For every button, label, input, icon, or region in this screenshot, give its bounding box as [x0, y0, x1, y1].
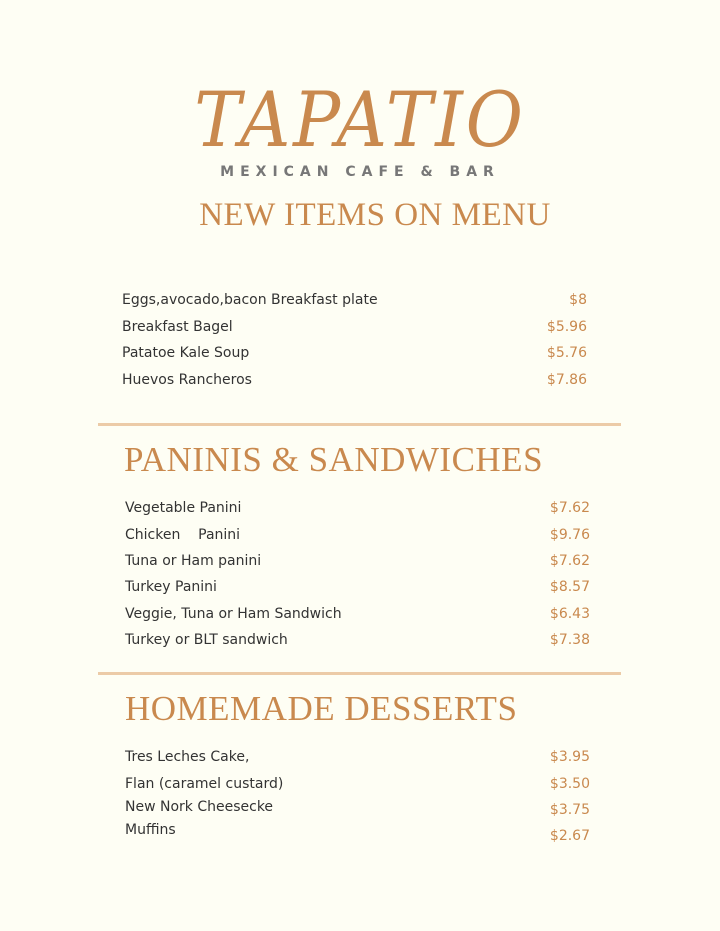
- menu-item-name: Muffins: [125, 822, 176, 838]
- menu-item-name: Eggs,avocado,bacon Breakfast plate: [122, 292, 378, 308]
- menu-item-name: Huevos Rancheros: [122, 372, 252, 388]
- menu-item-price: $8.57: [549, 579, 590, 595]
- section-title-new-items: NEW ITEMS ON MENU: [199, 197, 551, 233]
- menu-item-name: Tuna or Ham panini: [125, 553, 262, 569]
- menu-item-price: $9.76: [549, 527, 590, 543]
- menu-item-price: $3.95: [549, 749, 590, 765]
- menu-item-name: Veggie, Tuna or Ham Sandwich: [125, 606, 342, 622]
- menu-item-price: $2.67: [549, 828, 590, 844]
- menu-item-price: $5.76: [546, 345, 587, 361]
- menu-item-price: $3.50: [549, 776, 590, 792]
- brand-tagline: MEXICAN CAFE & BAR: [220, 164, 500, 180]
- menu-item-price: $3.75: [549, 802, 590, 818]
- menu-item-name: Breakfast Bagel: [122, 319, 233, 335]
- menu-item-name: Turkey Panini: [125, 579, 217, 595]
- menu-item-name: New Nork Cheesecke: [125, 799, 274, 815]
- menu-item-price: $5.96: [546, 319, 587, 335]
- menu-item-price: $7.62: [549, 500, 590, 516]
- menu-item-name: Tres Leches Cake,: [125, 749, 250, 765]
- section-title-paninis: PANINIS & SANDWICHES: [124, 440, 544, 479]
- menu-item-price: $6.43: [549, 606, 590, 622]
- section-divider: [98, 672, 621, 675]
- menu-item-name: Flan (caramel custard): [125, 776, 284, 792]
- menu-item-price: $7.62: [549, 553, 590, 569]
- menu-item-price: $8: [569, 292, 587, 308]
- menu-item-price: $7.86: [546, 372, 587, 388]
- menu-item-name: Patatoe Kale Soup: [122, 345, 250, 361]
- brand-name: TAPATIO: [194, 75, 526, 164]
- menu-item-name: Chicken Panini: [125, 527, 241, 543]
- section-divider: [98, 423, 621, 426]
- menu-item-name: Turkey or BLT sandwich: [125, 632, 288, 648]
- menu-item-name: Vegetable Panini: [125, 500, 242, 516]
- menu-item-price: $7.38: [549, 632, 590, 648]
- section-title-desserts: HOMEMADE DESSERTS: [125, 689, 518, 728]
